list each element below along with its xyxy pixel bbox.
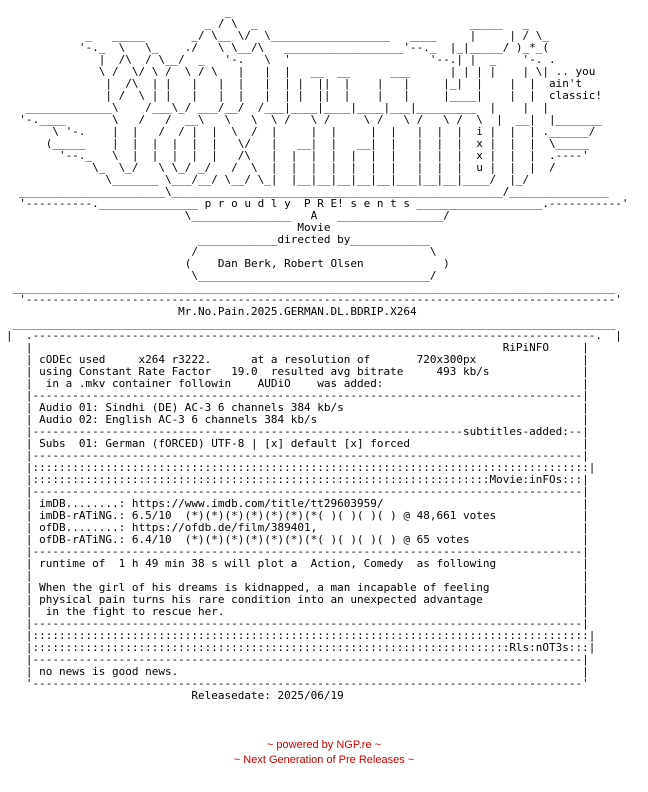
powered-by-text: ~ powered by NGP.re ~	[266, 739, 382, 751]
footer	[0, 738, 648, 768]
nfo-text: _ _ / \ _ _____ _ _ _____ _/ \__ \/ \__________________ ____ | | / \_ '-._ \ \_ ./ \ \__/\ __________________'--._ |_|_____/ )_*_( | /\ / \__/ _ '-. \ ' '--.| | _ '-. . \ / \/ \ / \ / \ | | | __ __ ___ | | | | | \| .. you | /\ | | | | | | | | || | | | |_| | | | ain't | / \ | | | | | | | | || | | | |____| | | classic! _____________\ /___\_/ ___/__/ /___|____|____|____|___|_________ | | | '-.____ \ / / __\ \ \ \ / \ / \ / \ / \ / \ | __| |_______ \ '-. | | / / | | \ / | | | | | | | | i | | | .______/ (_____ | | | | | | \/ | __| | __| | | | | x | | | \_____ '--._ \ | | | | | /\ | | | | | | | | | | x | | | .----' \_ \_/ \ \_/ _/ / \ | | | | | | | | | | u | | | / \_______ \___/__/ \__/ \_| |__|__|__|__|__|___|__|__|____/ |_/ ______________________\__________________________________________________/_______________ '----------._______________ p r o u d l y P R E! s e n t s ___________________.-----------' \_______________ A ________________/ Movie ____________directed by____________ / \ ( Dan Berk, Robert Olsen ) \___________________________________/ ___________________________________________________________________________________________ '-----------------------------------------------------------------------------------------' Mr.No.Pain.2025.GERMAN.DL.BDRIP.X264 ___________________________________________________________________________________________ | .-------------------------------------------------------------------------------------. | | RiPiNFO | | cODEc used x264 r3222. at a resolution of 720x300px | | using Constant Rate Factor 19.0 resulted avg bitrate 493 kb/s | | in a .mkv container followin AUDiO was added: | |-----------------------------------------------------------------------------------| | Audio 01: Sindhi (DE) AC-3 6 channels 384 kb/s | | Audio 02: English AC-3 6 channels 384 kb/s | |-----------------------------------------------------------------subtitles-added:--| | Subs 01: German (fORCED) UTF-8 | [x] default [x] forced | |-----------------------------------------------------------------------------------| |::::::::::::::::::::::::::::::::::::::::::::::::::::::::::::::::::::::::::::::::::::| |:::::::::::::::::::::::::::::::::::::::::::::::::::::::::::::::::::::Movie:inFOs:::| |-----------------------------------------------------------------------------------| | imDB........: https://www.imdb.com/title/tt29603959/ | | imDB-rATiNG.: 6.5/10 (*)(*)(*)(*)(*)(*)(*( )( )( )( ) @ 48,661 votes | | ofDB........: https://ofdb.de/film/389401, | | ofDB-rATiNG.: 6.4/10 (*)(*)(*)(*)(*)(*)(*( )( )( )( ) @ 65 votes | |-----------------------------------------------------------------------------------| | runtime of 1 h 49 min 38 s will plot a Action, Comedy as following | | | | When the girl of his dreams is kidnapped, a man incapable of feeling | | physical pain turns his rare condition into an unexpected advantage | | in the fight to rescue her. | |-----------------------------------------------------------------------------------| |::::::::::::::::::::::::::::::::::::::::::::::::::::::::::::::::::::::::::::::::::::| |::::::::::::::::::::::::::::::::::::::::::::::::::::::::::::::::::::::::Rls:nOT3s:::| |-----------------------------------------------------------------------------------| | no news is good news. | '-----------------------------------------------------------------------------------' Releasedate: 2025/06/19	[6, 5, 629, 702]
tagline-text: ~ Next Generation of Pre Releases ~	[233, 754, 415, 766]
